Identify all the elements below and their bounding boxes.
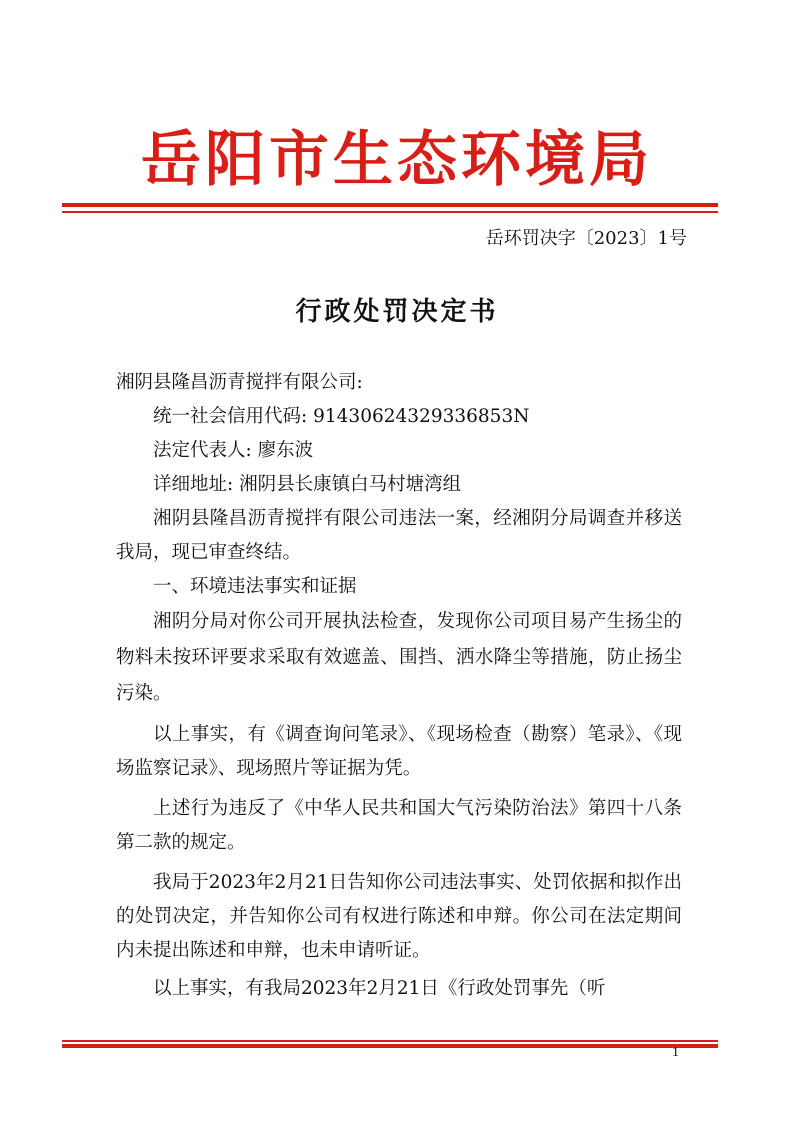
- footer-rule-thin: [62, 1040, 718, 1042]
- header-rule-thin: [62, 211, 718, 213]
- facts-paragraph: 湘阴分局对你公司开展执法检查，发现你公司项目易产生扬尘的物料未按环评要求采取有效遮盖、围挡、洒水降尘等措施，防止扬尘污染。: [116, 611, 682, 704]
- violation-paragraph: 上述行为违反了《中华人民共和国大气污染防治法》第四十八条第二款的规定。: [116, 798, 682, 853]
- party-name: 湘阴县隆昌沥青搅拌有限公司:: [116, 372, 363, 393]
- footer-rule-thick: [62, 1044, 718, 1048]
- evidence-paragraph: 以上事实，有《调查询问笔录》、《现场检查（勘察）笔录》、《现场监察记录》、现场照片等证据为凭。: [116, 724, 682, 779]
- document-body: [116, 366, 682, 1006]
- continuation-paragraph: 以上事实，有我局2023年2月21日《行政处罚事先（听: [153, 978, 606, 999]
- page-number: 1: [672, 1045, 679, 1060]
- address: 详细地址: 湘阴县长康镇白马村塘湾组: [153, 474, 462, 495]
- document-number: 岳环罚决字〔2023〕1号: [485, 228, 687, 249]
- legal-representative: 法定代表人: 廖东波: [153, 440, 314, 461]
- notice-paragraph: 我局于2023年2月21日告知你公司违法事实、处罚依据和拟作出的处罚决定，并告知你公司有权进行陈述和申辩。你公司在法定期间内未提出陈述和申辩，也未申请听证。: [116, 872, 682, 961]
- credit-code: 统一社会信用代码: 91430624329336853N: [153, 406, 530, 427]
- document-title: 行政处罚决定书: [295, 297, 499, 327]
- section-heading: 一、环境违法事实和证据: [153, 576, 357, 597]
- header-rule-thick: [62, 203, 718, 207]
- intro-paragraph: 湘阴县隆昌沥青搅拌有限公司违法一案，经湘阴分局调查并移送我局，现已审查终结。: [116, 508, 682, 563]
- agency-title: 岳阳市生态环境局: [141, 125, 653, 195]
